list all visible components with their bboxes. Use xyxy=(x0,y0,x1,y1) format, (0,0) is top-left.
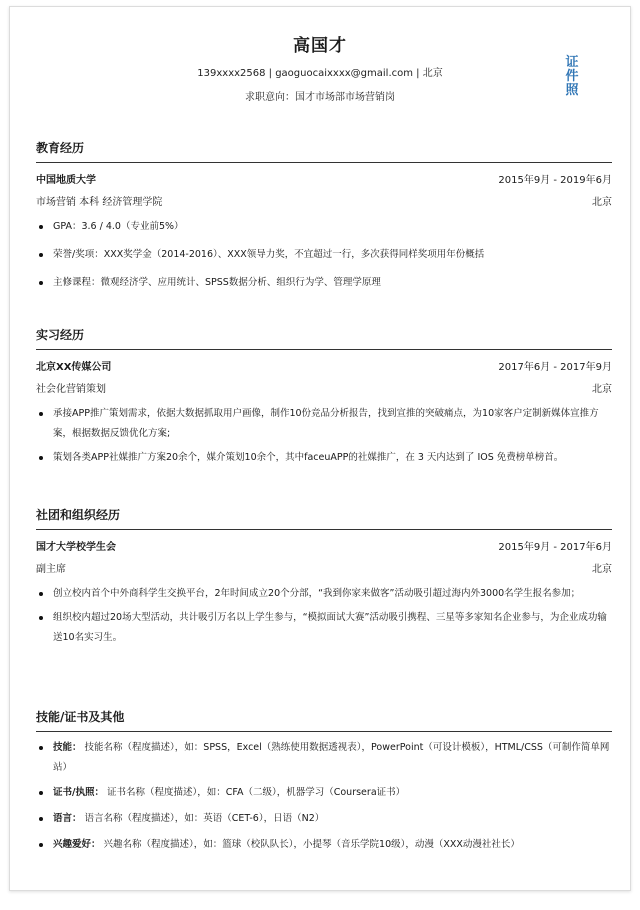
skill-item xyxy=(36,738,612,778)
list-item: 创立校内首个中外商科学生交换平台，2年时间成立20个分部，“我到你家来做客”活动吸引超过海内外3000名学生报名参加； xyxy=(36,584,612,604)
company-name: 北京XX传媒公司 xyxy=(36,362,112,373)
list-item: 组织校内超过20场大型活动，共计吸引万名以上学生参与，“模拟面试大赛”活动吸引携程、三星等多家知名企业参与，为企业成功输送10名实习生。 xyxy=(36,608,612,648)
skill-text: 证书名称（程度描述），如：CFA（二级），机器学习（Coursera证书） xyxy=(107,787,406,798)
club-role-row xyxy=(36,563,612,577)
skill-text: 兴趣名称（程度描述），如：篮球（校队队长），小提琴（音乐学院10级），动漫（XXX动漫社社长） xyxy=(103,839,520,850)
skill-item xyxy=(36,783,612,803)
photo-placeholder xyxy=(563,56,581,98)
skill-label: 技能： xyxy=(53,742,82,753)
resume-page xyxy=(9,6,631,891)
org-name: 国才大学校学生会 xyxy=(36,542,116,553)
skill-label: 兴趣爱好： xyxy=(53,839,101,850)
degree-detail: 市场营销 本科 经济管理学院 xyxy=(36,197,163,208)
photo-char: 件 xyxy=(565,69,579,84)
date-range: 2015年9月 - 2019年6月 xyxy=(498,175,612,186)
location: 北京 xyxy=(592,197,612,208)
club-row xyxy=(36,541,612,555)
role: 社会化营销策划 xyxy=(36,384,106,395)
education-section xyxy=(36,140,612,293)
photo-char: 照 xyxy=(565,83,579,98)
list-item: 承接APP推广策划需求，依据大数据抓取用户画像，制作10份竞品分析报告，找到宣推的突破痛点，为10家客户定制新媒体宣推方案，根据数据反馈优化方案; xyxy=(36,404,612,444)
internship-role-row xyxy=(36,383,612,397)
list-item: 策划各类APP社媒推广方案20余个，媒介策划10余个，其中faceuAPP的社媒推广，在 3 天内达到了 IOS 免费榜单榜首。 xyxy=(36,448,612,468)
education-detail-row xyxy=(36,196,612,210)
list-item: 荣誉/奖项：XXX奖学金（2014-2016）、XXX领导力奖，不宜超过一行，多次获得同样奖项用年份概括 xyxy=(36,245,612,265)
skills-section xyxy=(36,709,612,855)
role: 副主席 xyxy=(36,564,66,575)
skill-text: 技能名称（程度描述），如：SPSS，Excel（熟练使用数据透视表），PowerPoint（可设计模板），HTML/CSS（可制作简单网站） xyxy=(53,742,610,773)
internship-bullets xyxy=(36,404,612,468)
resume-header xyxy=(10,35,630,104)
date-range: 2017年6月 - 2017年9月 xyxy=(498,362,612,373)
list-item: GPA：3.6 / 4.0（专业前5%） xyxy=(36,217,612,237)
skill-item xyxy=(36,809,612,829)
job-intent: 求职意向：国才市场部市场营销岗 xyxy=(245,92,395,103)
contact-info: 139xxxx2568 | gaoguocaixxxx@gmail.com | 北京 xyxy=(197,68,443,79)
school-name: 中国地质大学 xyxy=(36,175,96,186)
skill-label: 证书/执照： xyxy=(53,787,104,798)
internship-section xyxy=(36,327,612,468)
photo-char: 证 xyxy=(565,55,579,70)
date-range: 2015年9月 - 2017年6月 xyxy=(498,542,612,553)
skill-text: 语言名称（程度描述），如：英语（CET-6），日语（N2） xyxy=(84,813,325,824)
education-row xyxy=(36,174,612,188)
skill-label: 语言： xyxy=(53,813,82,824)
location: 北京 xyxy=(592,384,612,395)
candidate-name: 高国才 xyxy=(293,36,347,56)
section-title: 社团和组织经历 xyxy=(36,507,612,530)
list-item: 主修课程：微观经济学、应用统计、SPSS数据分析、组织行为学、管理学原理 xyxy=(36,273,612,293)
section-title: 实习经历 xyxy=(36,327,612,350)
skills-list xyxy=(36,738,612,855)
internship-row xyxy=(36,361,612,375)
club-bullets xyxy=(36,584,612,648)
skill-item xyxy=(36,835,612,855)
section-title: 教育经历 xyxy=(36,140,612,163)
education-bullets xyxy=(36,217,612,293)
location: 北京 xyxy=(592,564,612,575)
club-section xyxy=(36,507,612,648)
section-title: 技能/证书及其他 xyxy=(36,709,612,732)
